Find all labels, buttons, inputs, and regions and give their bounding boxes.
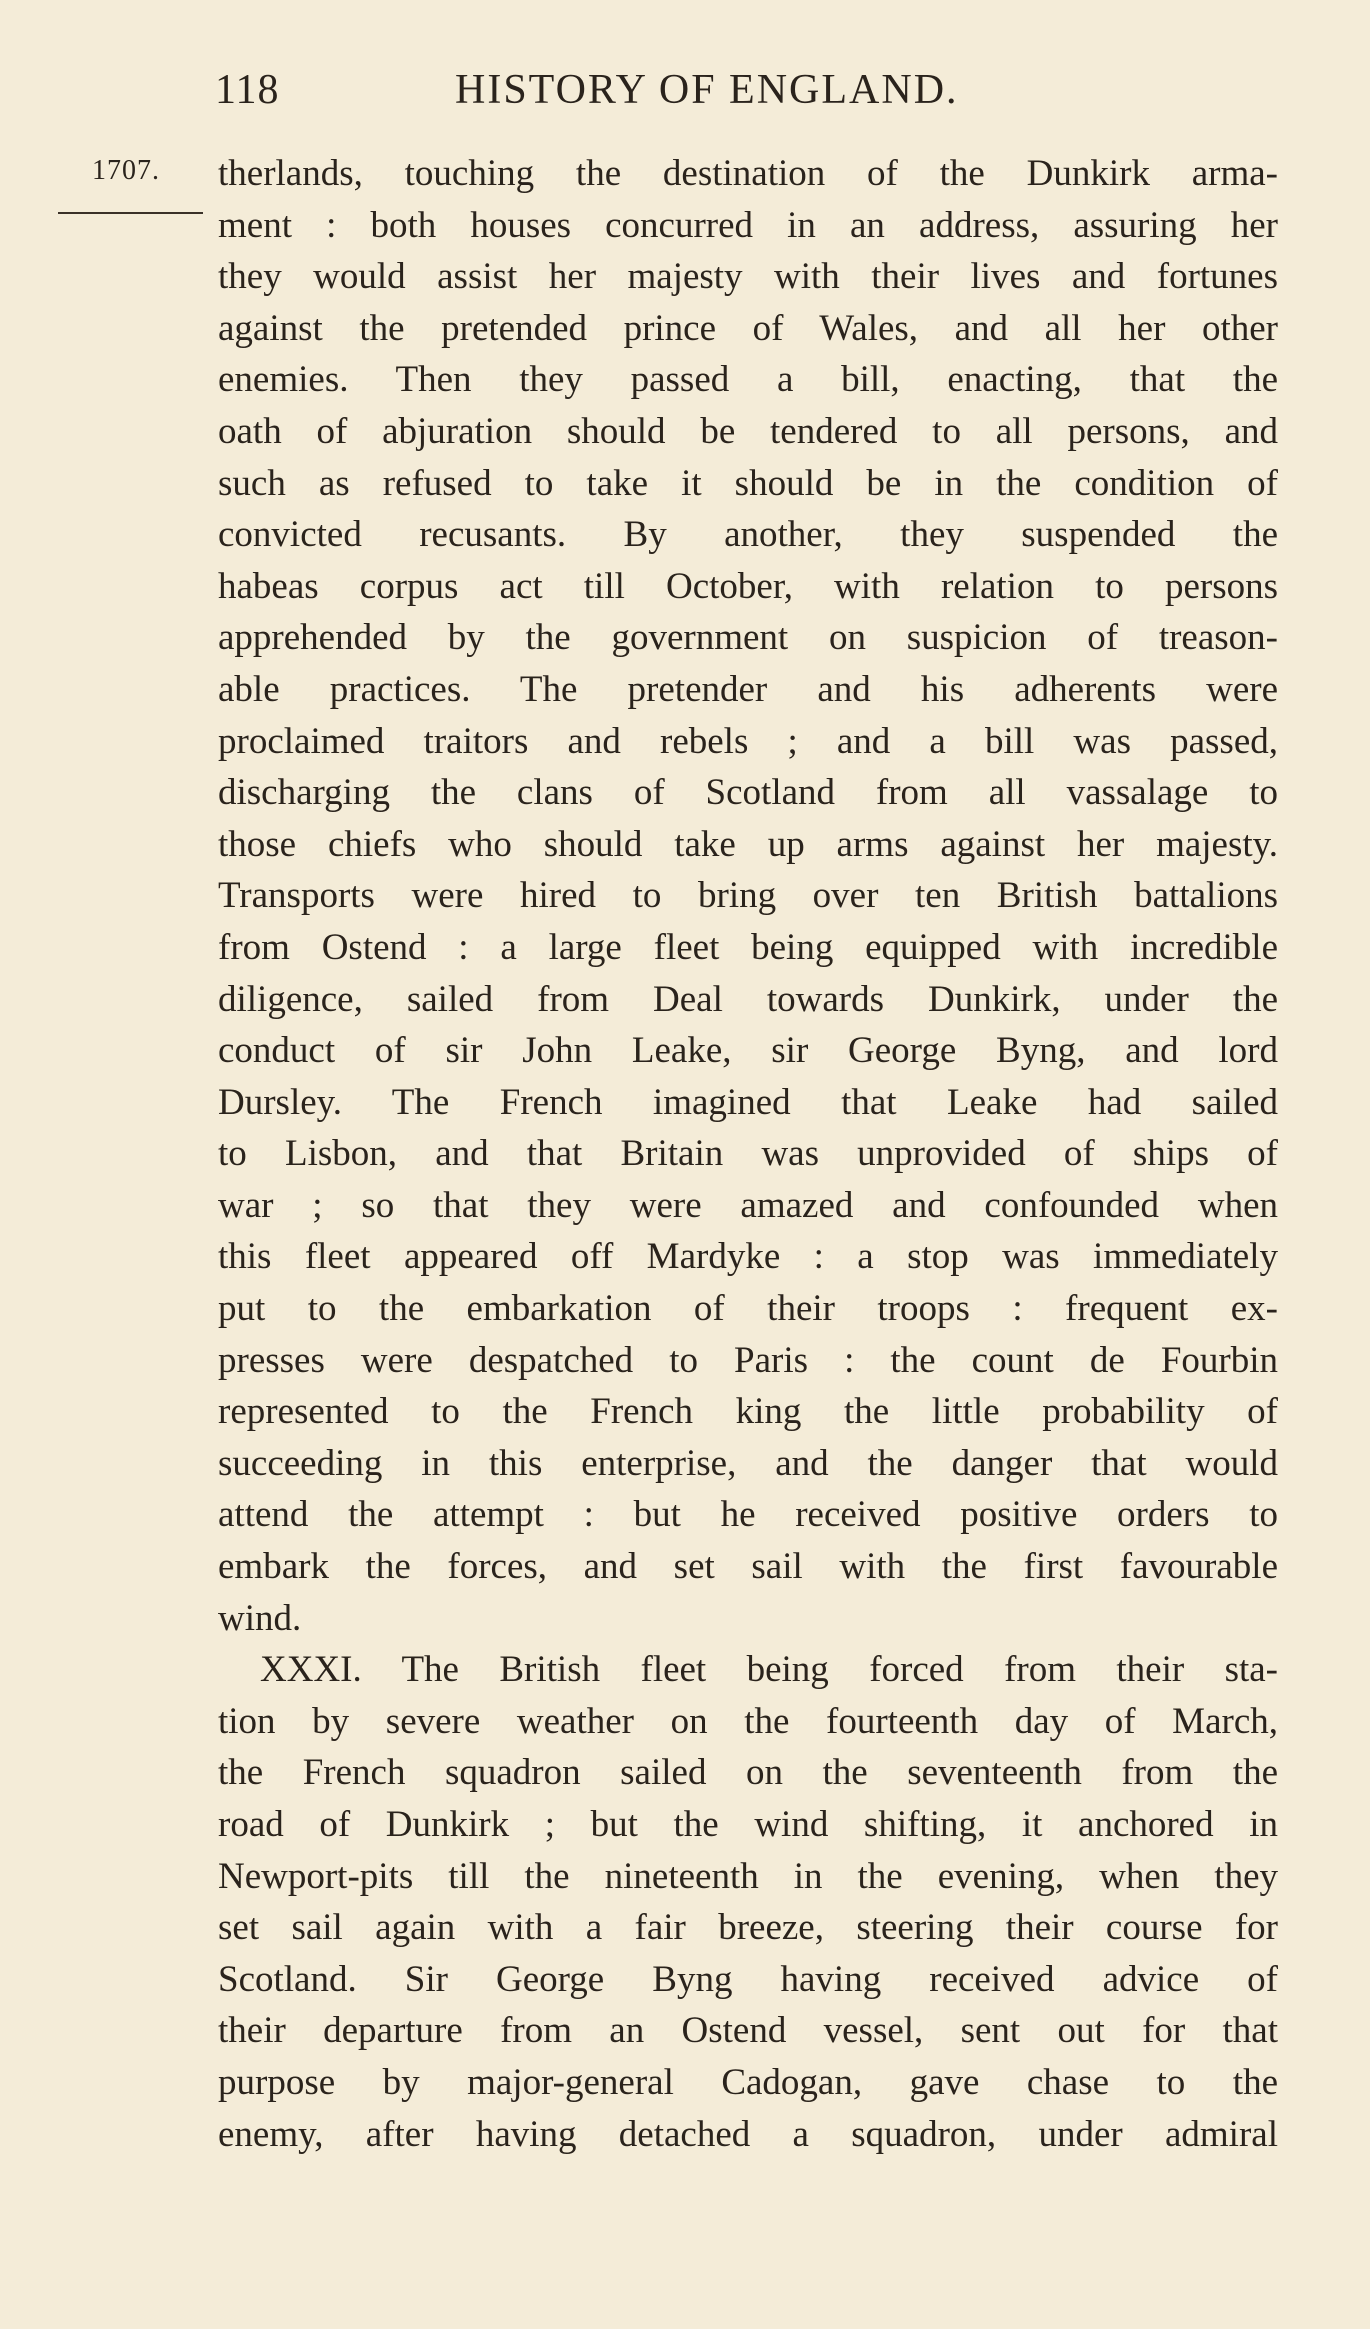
text-line: convicted recusants. By another, they suspended the: [218, 514, 1278, 556]
paragraph-1: [218, 148, 1278, 1644]
text-line: enemies. Then they passed a bill, enacting, that the: [218, 359, 1278, 401]
text-line: XXXI. The British fleet being forced from their sta-: [260, 1649, 1278, 1691]
text-line: apprehended by the government on suspicion of treason-: [218, 617, 1278, 659]
text-line: attend the attempt : but he received positive orders to: [218, 1494, 1278, 1536]
text-line: Transports were hired to bring over ten British battalions: [218, 875, 1278, 917]
text-line: such as refused to take it should be in the condition of: [218, 462, 1278, 504]
margin-year-note: 1707.: [92, 155, 160, 186]
text-line: put to the embarkation of their troops : frequent ex-: [218, 1288, 1278, 1330]
text-line: ment : both houses concurred in an address, assuring her: [218, 204, 1278, 246]
text-line: conduct of sir John Leake, sir George Byng, and lord: [218, 1030, 1278, 1072]
text-line: to Lisbon, and that Britain was unprovided of ships of: [218, 1133, 1278, 1175]
text-line: proclaimed traitors and rebels ; and a bill was passed,: [218, 720, 1278, 762]
text-line: Newport-pits till the nineteenth in the evening, when they: [218, 1855, 1278, 1897]
text-line: therlands, touching the destination of the Dunkirk arma-: [218, 153, 1278, 194]
text-line: habeas corpus act till October, with relation to persons: [218, 565, 1278, 607]
text-line: purpose by major-general Cadogan, gave chase to the: [218, 2061, 1278, 2103]
text-line: tion by severe weather on the fourteenth day of March,: [218, 1700, 1278, 1742]
text-line: this fleet appeared off Mardyke : a stop was immediately: [218, 1236, 1278, 1278]
text-line: set sail again with a fair breeze, steering their course for: [218, 1907, 1278, 1949]
paragraph-2: [218, 1644, 1278, 2160]
text-line: Scotland. Sir George Byng having received advice of: [218, 1958, 1278, 2000]
text-line: road of Dunkirk ; but the wind shifting, it anchored in: [218, 1804, 1278, 1845]
text-line: against the pretended prince of Wales, and all her other: [218, 307, 1278, 349]
body-text: [218, 148, 1278, 2160]
text-line: they would assist her majesty with their lives and fortunes: [218, 256, 1278, 298]
text-line: wind.: [218, 1597, 302, 1639]
text-line: their departure from an Ostend vessel, sent out for that: [218, 2010, 1278, 2052]
text-line: embark the forces, and set sail with the first favourable: [218, 1546, 1278, 1588]
text-line: able practices. The pretender and his adherents were: [218, 668, 1278, 710]
text-line: represented to the French king the little probability of: [218, 1391, 1278, 1433]
text-line: Dursley. The French imagined that Leake had sailed: [218, 1081, 1278, 1123]
page-number: 118: [215, 67, 280, 113]
running-title: HISTORY OF ENGLAND.: [455, 67, 959, 113]
text-line: diligence, sailed from Deal towards Dunkirk, under the: [218, 978, 1278, 1020]
text-line: presses were despatched to Paris : the count de Fourbin: [218, 1339, 1278, 1381]
text-line: discharging the clans of Scotland from all vassalage to: [218, 772, 1278, 814]
page-header: [215, 66, 1045, 126]
text-line: war ; so that they were amazed and confounded when: [218, 1184, 1278, 1226]
text-line: oath of abjuration should be tendered to all persons, and: [218, 410, 1278, 452]
text-line: from Ostend : a large fleet being equipped with incredible: [218, 926, 1278, 968]
text-line: succeeding in this enterprise, and the danger that would: [218, 1442, 1278, 1484]
margin-rule: [58, 212, 203, 214]
text-line: enemy, after having detached a squadron, under admiral: [218, 2113, 1278, 2155]
text-line: the French squadron sailed on the seventeenth from the: [218, 1752, 1278, 1794]
text-line: those chiefs who should take up arms against her majesty.: [218, 823, 1278, 865]
